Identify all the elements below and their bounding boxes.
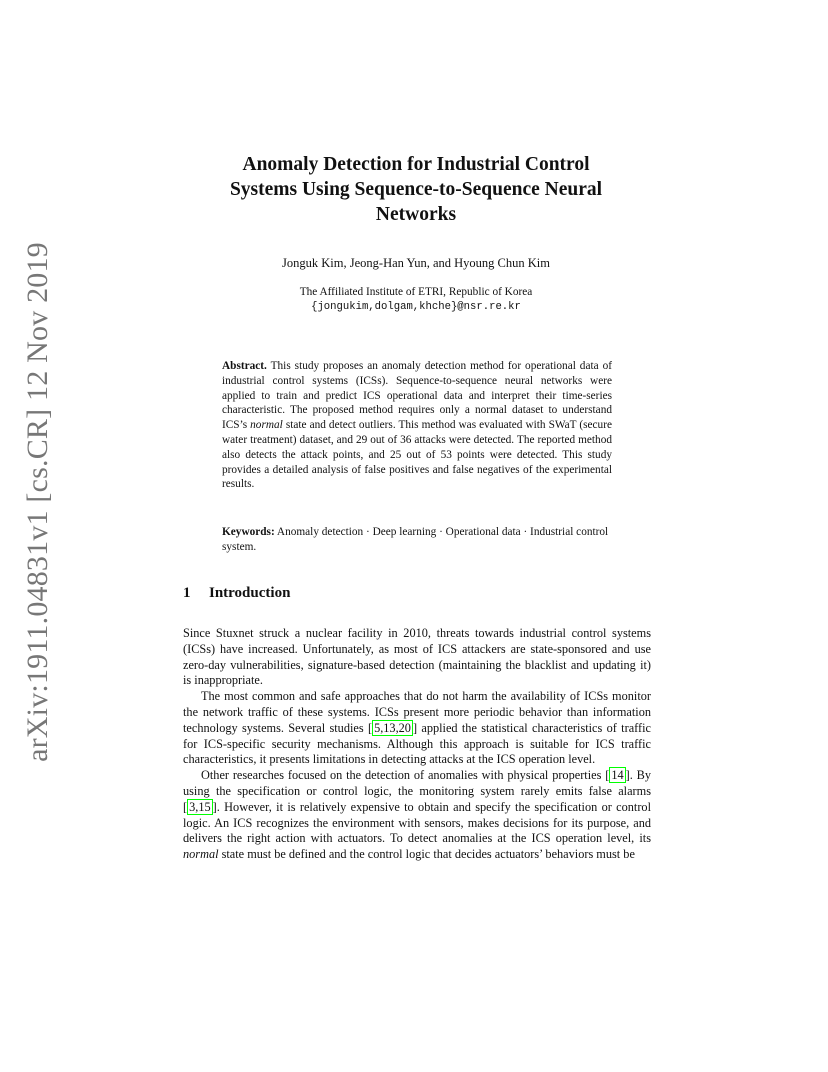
keywords <box>222 525 612 555</box>
paragraph-2: The most common and safe approaches that do not harm the availability of ICSs monitor the network traffic of these systems. ICSs present more periodic behavior than information technology systems. Several studies [ 5,13,20 ] applied the statistical characteristics of traffic for ICS-specific security mechanisms. Although this approach is suitable for ICS traffic characteristics, it presents limitations in detecting attacks at the ICS operation level. <box>183 689 651 767</box>
paper-title <box>150 152 682 227</box>
section-heading-introduction <box>183 585 290 602</box>
paragraph-2-text-b: applied the statistical characteristics of traffic for ICS-specific security mechanisms. Although this approach is suitable for ICS traffic characteristics, it presents limitations in detecting attacks at the ICS operation level. <box>183 720 651 767</box>
institute: The Affiliated Institute of ETRI, Republic of Korea <box>299 286 533 298</box>
author-list: Jonguk Kim, Jeong-Han Yun, and Hyoung Chun Kim <box>282 256 550 270</box>
citation-link-5-13-20[interactable]: 5,13,20 <box>374 720 411 735</box>
abstract-label: Abstract. <box>222 360 267 372</box>
author-emails: {jongukim,dolgam,khche}@nsr.re.kr <box>311 301 521 313</box>
introduction-body <box>183 626 651 863</box>
section-number: 1 <box>183 585 191 601</box>
paragraph-3-text-a: Other researches focused on the detection of anomalies with physical properties <box>201 768 606 783</box>
abstract-text-1: This study proposes an anomaly detection method for operational data of industrial control systems (ICSs). Sequence-to-sequence neural networks were applied to train and predict ICS operational data and interpret their time-series characteristic. The proposed method requires only a normal dataset to understand ICS’s <box>222 360 612 432</box>
title-line-1: Anomaly Detection for Industrial Control <box>242 154 590 175</box>
paragraph-3-emphasis: normal <box>183 847 219 862</box>
abstract-emphasis: normal <box>250 419 283 432</box>
affiliation <box>150 285 682 315</box>
keywords-label: Keywords: <box>222 526 275 538</box>
abstract <box>222 359 612 492</box>
paragraph-3-text-c: . However, it is relatively expensive to obtain and specify the specification or control logic. An ICS recognizes the environment with sensors, makes decisions for its purpose, and delivers the right action with actuators. To detect anomalies at the ICS operation level, its <box>183 799 651 846</box>
paragraph-1: Since Stuxnet struck a nuclear facility in 2010, threats towards industrial control systems (ICSs) have increased. Unfortunately, as most of ICS attackers are state-sponsored and use zero-day vulnerabilities, signature-based detection (maintaining the blacklist and updating it) is inappropriate. <box>183 626 651 688</box>
arxiv-identifier-text: arXiv:1911.04831v1 [cs.CR] 12 Nov 2019 <box>21 242 54 762</box>
title-line-3: Networks <box>375 204 457 225</box>
title-line-2: Systems Using Sequence-to-Sequence Neural <box>229 179 603 200</box>
paragraph-3-text-d: state must be defined and the control logic that decides actuators’ behaviors must be <box>218 847 635 862</box>
section-title: Introduction <box>209 585 291 601</box>
paragraph-3-text-b: . By using the specification or control logic, the monitoring system rarely emits false alarms <box>183 768 651 798</box>
keywords-text: Anomaly detection · Deep learning · Operational data · Industrial control system. <box>222 526 609 553</box>
citation-link-14[interactable]: 14 <box>611 768 624 783</box>
citation-link-3-15[interactable]: 3,15 <box>189 799 211 814</box>
paragraph-3: Other researches focused on the detection of anomalies with physical properties [ 14 ]. By using the specification or control logic, the monitoring system rarely emits false alarms [ 3,15 ]. However, it is relatively expensive to obtain and specify the specification or control logic. An ICS recognizes the environment with sensors, makes decisions for its purpose, and delivers the right action with actuators. To detect anomalies at the ICS operation level, its normal state must be defined and the control logic that decides actuators’ behaviors must be <box>183 768 651 862</box>
abstract-text-2: state and detect outliers. This method was evaluated with SWaT (secure water treatment) dataset, and 29 out of 36 attacks were detected. The reported method also detects the attack points, and 25 out of 53 points were detected. This study provides a detailed analysis of false positives and false negatives of the experimental results. <box>222 419 612 491</box>
arxiv-identifier <box>10 242 66 762</box>
paragraph-2-text-a: The most common and safe approaches that do not harm the availability of ICSs monitor the network traffic of these systems. ICSs present more periodic behavior than information technology systems. Several studies <box>183 689 651 735</box>
